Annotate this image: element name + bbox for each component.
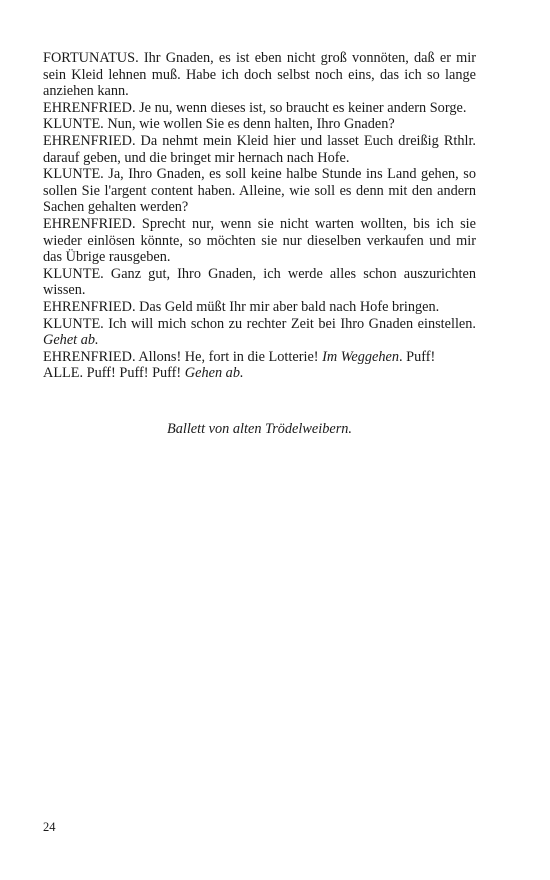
- stage-direction: Gehet ab.: [43, 332, 99, 349]
- speech-text: . Puff!: [399, 348, 436, 365]
- stage-direction: Gehen ab.: [184, 365, 244, 382]
- page-number: 24: [43, 820, 56, 834]
- stage-direction: Im Weggehen: [322, 348, 400, 365]
- speech-text: EHRENFRIED. Das Geld müßt Ihr mir aber bald nach Hofe bringen.: [43, 298, 440, 315]
- dialogue-line: [43, 50, 476, 100]
- dialogue-line: [43, 299, 476, 316]
- speech-text: KLUNTE. Ja, Ihro Gnaden, es soll keine halbe Stunde ins Land gehen, so sollen Sie l'argent content haben. Alleine, wie soll es denn mit den andern Sachen gehalten werden?: [43, 166, 476, 216]
- dialogue-line: [43, 216, 476, 266]
- dialogue-line: [43, 266, 476, 299]
- dialogue-line: [43, 116, 476, 133]
- speech-text: EHRENFRIED. Da nehmt mein Kleid hier und lasset Euch dreißig Rthlr. darauf geben, und die bringet mir hernach nach Hofe.: [43, 132, 476, 166]
- dialogue-line: [43, 100, 476, 117]
- speech-text: KLUNTE. Ganz gut, Ihro Gnaden, ich werde alles schon auszurichten wissen.: [43, 265, 476, 299]
- ballet-heading: Ballett von alten Trödelweibern.: [166, 421, 353, 437]
- speech-text: EHRENFRIED. Je nu, wenn dieses ist, so braucht es keiner andern Sorge.: [43, 99, 467, 116]
- speech-text: KLUNTE. Ich will mich schon zu rechter Zeit bei Ihro Gnaden einstellen.: [43, 315, 476, 332]
- speech-text: KLUNTE. Nun, wie wollen Sie es denn halten, Ihro Gnaden?: [43, 116, 395, 133]
- speech-text: FORTUNATUS. Ihr Gnaden, es ist eben nicht groß vonnöten, daß er mir sein Kleid lehnen muß. Habe ich doch selbst noch eins, das ich so lange anziehen kann.: [43, 50, 476, 100]
- play-text: [43, 50, 476, 382]
- speech-text: ALLE. Puff! Puff! Puff!: [43, 365, 185, 382]
- dialogue-line: [43, 133, 476, 166]
- dialogue-line: [43, 365, 476, 382]
- dialogue-line: [43, 316, 476, 349]
- speech-text: EHRENFRIED. Sprecht nur, wenn sie nicht warten wollten, bis ich sie wieder einlösen könnte, so möchten sie nur dieselben verkaufen und mir das Übrige rausgeben.: [43, 215, 476, 266]
- speech-text: EHRENFRIED. Allons! He, fort in die Lotterie!: [43, 348, 323, 365]
- dialogue-line: [43, 166, 476, 216]
- dialogue-line: [43, 349, 476, 366]
